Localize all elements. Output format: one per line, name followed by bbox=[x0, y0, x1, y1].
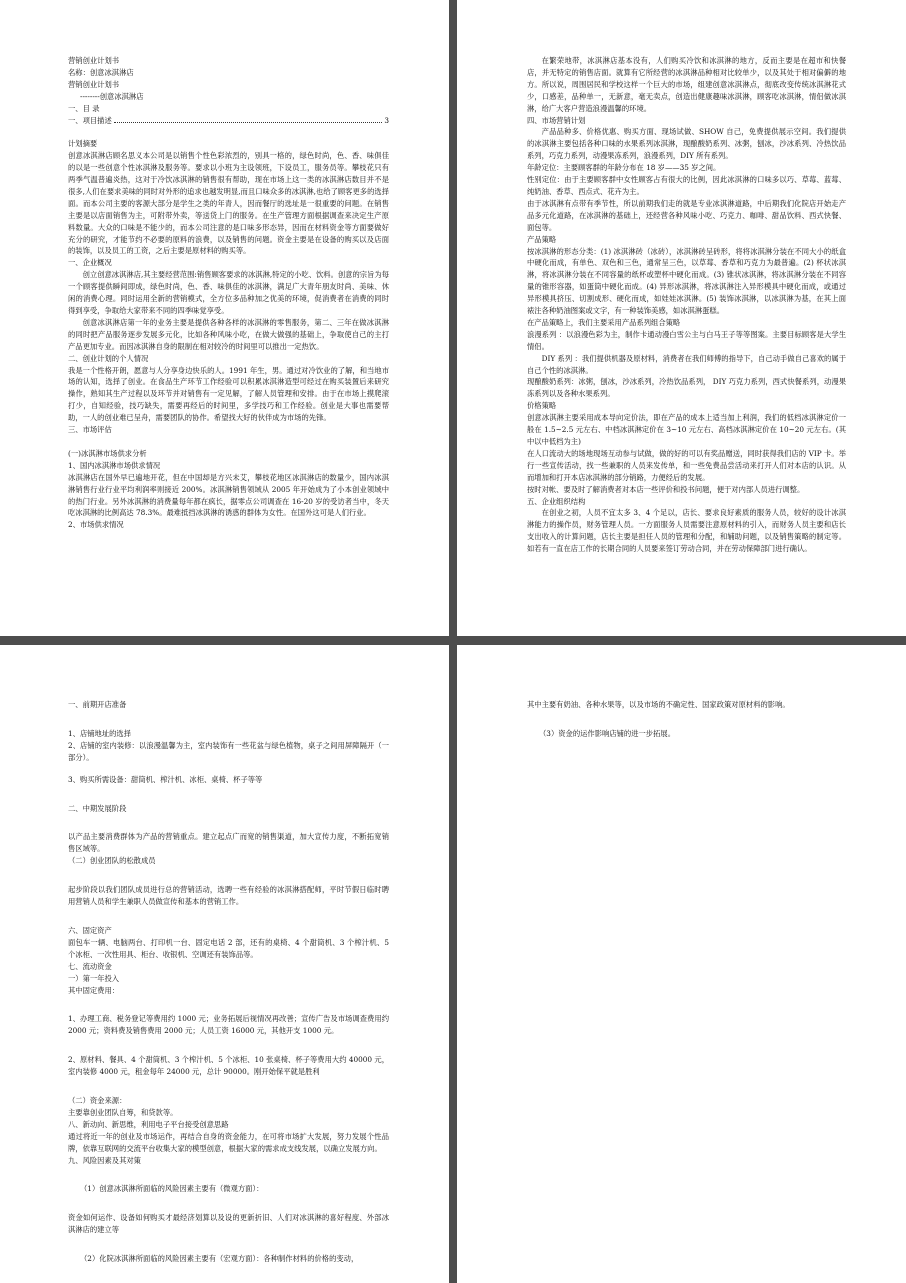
paragraph: 2、原材料、餐具、4 个甜筒机、3 个榨汁机、5 个冰柜、10 张桌椅、杯子等费用大约 40000 元，室内装修 4000 元，租金每年 24000 元，总计 90000。刚开始保平就是胜利 bbox=[68, 1055, 389, 1077]
spacer bbox=[68, 1195, 389, 1212]
subsection-heading: 其中固定费用： bbox=[68, 985, 120, 995]
toc-entry-label: 一、项目描述 bbox=[68, 115, 112, 125]
paragraph: 起步阶段以我们团队成员进行总的营销活动，选聘一些有经验的冰淇淋搭配师，平时节假日临时聘用营销人员和学生兼职人员做宣传和基本的营销工作。 bbox=[68, 885, 389, 907]
document-page-4 bbox=[457, 645, 906, 1283]
toc-leader-dots bbox=[114, 122, 383, 123]
doc-header-line: --------创意冰淇淋店 bbox=[80, 91, 144, 101]
toc-entry-page: 3 bbox=[384, 115, 389, 125]
paragraph: 创意冰淇淋主要采用成本导向定价法，即在产品的成本上适当加上利润，我们的低档冰淇淋定价一般在 1.5~2.5 元左右、中档冰淇淋定价在 3~10 元左右、高档冰淇淋定价在 10~20 元左右。(其中以中低档为主) bbox=[527, 413, 846, 446]
paragraph: 其中主要有奶油、各种水果等，以及市场的不确定性、国家政策对原材料的影响。 bbox=[527, 700, 790, 709]
paragraph: 创立创意冰淇淋店,其主要经营范围:销售顾客要求的冰淇淋,特定的小吃、饮料。创意的宗旨为每一个顾客提供瞬间即成，绿色时尚，色、香、味俱佳的冰淇淋，满足广大青年朋友时尚、美味、休闲的消费心理。同时运用全新的营销模式，全方位多品种加之优美的环境，促消费者在消费的同时得到享受，争取给大家带来不同的四季味觉享受。 bbox=[68, 270, 389, 316]
section-heading: 一、企业概况 bbox=[68, 258, 112, 268]
paragraph: 创意冰淇淋店顾名思义本公司是以销售个性色彩浓烈的，别具一格的，绿色时尚，色、香、味俱佳的以是一些创意个性冰淇淋及服务等。要求以小班为主设领班，下设员工，服务员等。攀枝花只有两季气温普遍炎热，这对于冷饮冰淇淋的销售很有帮助，现在市场上这一类的冰淇淋店数目并不是很多,人们在要求美味的同时对外形的追求也越发明显,而且口味众多的冰淇淋,也给了顾客更多的选择面。而本公司主要的客源大部分是学生之类的年青人，因而餐厅的选址是一很重要的问题。在销售主要是以店面销售为主，可附带外卖，等送货上门的服务。在生产管理方面根据调查来决定生产原料数量。大众的口味是不能少的，而本公司注意的是口味多形态异，因而在材料资金等方面要做好充分的研究，才能节约不必要的原料的浪费，以及销售的问题。资金主要是在设备的购买以及店面的装饰，以及员工的工资，之后主要是原材料的购买等。 bbox=[68, 151, 389, 256]
subsection-heading: 一）第一年投入 bbox=[68, 973, 120, 983]
section-heading: 九、风险因素及其对策 bbox=[68, 1155, 141, 1165]
section-heading: 二、创业计划的个人情况 bbox=[68, 353, 149, 363]
subsection-heading: (一)冰淇淋市场供求分析 bbox=[68, 448, 147, 458]
document-page-2 bbox=[457, 0, 906, 636]
spacer bbox=[68, 436, 389, 448]
toc-entry[interactable] bbox=[68, 115, 389, 127]
paragraph: 现酿酸奶系列：冰粥，刨冰，沙冰系列，冷热饮品系列， DIY 巧克力系列，西式快餐系列，动漫果冻系列以及各种水果系列。 bbox=[527, 377, 846, 399]
spacer bbox=[68, 764, 389, 774]
list-item: （1）创意冰淇淋所面临的风险因素主要有（微观方面）： bbox=[80, 1184, 264, 1194]
section-heading: 七、流动资金 bbox=[68, 961, 112, 971]
document-page-1 bbox=[0, 0, 449, 636]
paragraph: 资金如何运作、设备如何购买才最经济划算以及设的更新折旧、人们对冰淇淋的喜好程度、外部冰淇淋店的建立等 bbox=[68, 1213, 389, 1235]
paragraph: 面包车一辆、电脑两台、打印机一台、固定电话 2 部，还有的桌椅、4 个甜筒机、3 个榨汁机、5 个冰柜、一次性用具、柜台、收银机、空调还有装饰品等。 bbox=[68, 937, 389, 959]
doc-header-line: 营销创业计划书 bbox=[68, 79, 120, 89]
paragraph: 在人口流动大的场地现场互动参与试做，做的好的可以有奖品赠送，同时获得我们店的 VIP 卡。举行一些宣传活动，找一些兼职的人员来发传单，和一些免费品尝活动来打开人们对本店的认识。从而增加和打开本店冰淇淋的部分销路，力便经后的发展。 bbox=[527, 448, 846, 482]
paragraph: 浪漫系列 ：以浪漫色彩为主，制作卡通动漫白雪公主与白马王子等等图案。主要目标顾客是大学生情侣。 bbox=[527, 329, 846, 351]
subsection-heading: 2、市场供求情况 bbox=[68, 520, 124, 530]
spacer bbox=[68, 1236, 389, 1253]
spacer bbox=[68, 908, 389, 925]
section-heading: 六、固定资产 bbox=[68, 925, 112, 935]
subsection-heading: （二）创业团队的松散成员 bbox=[68, 856, 156, 866]
list-item: （3）资金的运作影响店铺的进一步拓展。 bbox=[539, 728, 675, 738]
section-heading: 二、中期发展阶段 bbox=[68, 803, 127, 813]
doc-header-line: 名称：创意冰淇淋店 bbox=[68, 67, 134, 77]
document-page-3 bbox=[0, 645, 449, 1283]
section-heading: 五、企业组织结构 bbox=[527, 496, 586, 506]
paragraph: 在产品策略上，我们主要采用产品系列组合策略 bbox=[527, 317, 681, 327]
list-item: 3、购买所需设备：甜筒机、榨汁机、冰柜、桌椅、杯子等等 bbox=[68, 774, 263, 784]
subsection-heading: 1、国内冰淇淋市场供求情况 bbox=[68, 460, 161, 470]
paragraph: 年龄定位：主要顾客群的年龄分布在 18 岁——35 岁之间。 bbox=[527, 163, 721, 173]
paragraph: 冰淇淋店在国外早已遍地开花，但在中国却是方兴未艾，攀枝花地区冰淇淋店的数量少，国内冰淇淋销售行业行业平均利润率则接近 200%。冰淇淋销售领域从 2005 年开始成为了小本创业领域中的热门行业。另外冰淇淋的消费量每年都在疯长，据零点公司调查在 16-20 岁的受访者当中，冬天吃冰淇淋的比例高达 78.3%。最难抵挡冰淇淋的诱惑的群体为女性。在国外这可是人们行业。 bbox=[68, 472, 389, 518]
list-item: 2、店铺的室内装修：以浪漫温馨为主，室内装饰有一些花盆与绿色植物，桌子之间用屏障隔开（一部分）。 bbox=[68, 740, 389, 762]
paragraph: 按时对帐、要及时了解消费者对本店一些评价和投书问题，便于对内部人员进行调整。 bbox=[527, 484, 805, 494]
spacer bbox=[68, 1037, 389, 1054]
subsection-heading: 价格策略 bbox=[527, 401, 557, 411]
section-heading: 计划摘要 bbox=[68, 139, 98, 149]
paragraph: 以产品主要消费群体为产品的营销重点。建立起点广而宽的销售渠道，加大宣传力度，不断拓宽销售区域等。 bbox=[68, 832, 389, 854]
section-heading: 三、市场评估 bbox=[68, 425, 112, 435]
paragraph: 性别定位：由于主要顾客群中女性顾客占有很大的比例，因此冰淇淋的口味多以巧、草莓、蓝莓、纯奶油、香草、西点式、花卉为主。 bbox=[527, 175, 846, 196]
doc-header-line: 营销创业计划书 bbox=[68, 56, 120, 65]
spacer bbox=[527, 711, 846, 728]
subsection-heading: 产品策略 bbox=[527, 234, 557, 244]
spacer bbox=[68, 1078, 389, 1095]
paragraph: 主要靠创业团队自筹，和贷款等。 bbox=[68, 1107, 178, 1117]
spacer bbox=[68, 711, 389, 728]
paragraph: 由于冰淇淋有点带有季节性，所以前期我们走的就是专业冰淇淋道路，中后期我们化院店开始走产品多元化道路，在冰淇淋的基础上，还经营各种风味小吃、巧克力、咖啡、甜品饮料、西式快餐、面包等。 bbox=[527, 198, 846, 232]
paragraph: DIY 系列 ：我们提供机器及原材料，消费者在我们师傅的指导下，自己动手做自己喜欢的属于自己个性的冰淇淋。 bbox=[527, 353, 846, 375]
list-item: （2）化院冰淇淋所面临的风险因素主要有（宏观方面）：各种制作材料的价格的变动， bbox=[80, 1254, 359, 1264]
spacer bbox=[68, 786, 389, 803]
paragraph: 在创业之初，人员不宜太多 3、4 个足以，店长、要求良好素质的服务人员，较好的设计冰淇淋能力的操作员，财务管理人员。一方面服务人员需要注意原材料的引入，而财务人员主要和店长支出收入的计算问题，店长主要是担任人员的管理和分配，和辅助问题，以及销售策略的制定等。如若有一直在店工作的长期合同的人员要来签订劳动合同，并在劳动保障部门进行确认。 bbox=[527, 508, 846, 554]
toc-heading: 一、目 录 bbox=[68, 103, 100, 113]
spacer bbox=[68, 126, 389, 138]
paragraph: 产品品种多、价格优惠、购买方面、现场试做、SHOW 自己，免费提供展示空间。我们提供的冰淇淋主要包括各种口味的水果系列冰淇淋，现酿酸奶系列、冰粥，刨冰，沙冰系列、冷热饮品系列，巧克力系列，动漫果冻系列，浪漫系列，DIY 所有系列。 bbox=[527, 127, 846, 161]
spacer bbox=[68, 996, 389, 1013]
spacer bbox=[68, 867, 389, 884]
section-heading: 八、新动向、新思维，利用电子平台接受创意思路 bbox=[68, 1119, 229, 1129]
section-heading: 四、市场营销计划 bbox=[527, 115, 586, 125]
paragraph: 通过将近一年的创业及市场运作，再结合自身的资金能力，在可将市场扩大发展，努力发展个性品牌，依靠互联网的交流平台收集大家的模型创意，根据大家的需求成支线发展，以确立发展方向。 bbox=[68, 1131, 389, 1153]
paragraph: 我是一个性格开朗，愿意与人分享身边快乐的人。1991 年生，男。通过对冷饮业的了解，和当地市场的认知，选择了创业。在食品生产环节工作经验可以积累冰淇淋造型可经过在购买装置后来研究操作，熟知其生产过程以及环节并对销售有一定见解，了解人员管理和安排。由于在市场上摸爬滚打少，自知经验，技巧缺失，需要再经后的时间里，多学技巧和工作经验。创业是大事也需要帮助，一人的创业难已呈舟，需要团队的协作。希望找大好的伙伴成为市场的先锋。 bbox=[68, 365, 389, 423]
section-heading: 一、前期开店准备 bbox=[68, 700, 127, 709]
spacer bbox=[68, 814, 389, 831]
paragraph: 1、办理工商、税务登记等费用约 1000 元；业务拓展后视情况再改善；宣传广告及市场调查费用约 2000 元；资料费及销售费用 2000 元；人员工资 16000 元，其他开支 1000 元。 bbox=[68, 1014, 389, 1036]
paragraph: 创意冰淇淋店第一年的业务主要是提供各种各样的冰淇淋的零售服务，第二、三年在做冰淇淋的同时把产品服务逐步发展多元化，比如各种风味小吃，在做大做强的基础上，争取使自己的主打产品更加专业。而因冰淇淋自身的限制在相对较冷的时间里可以推出一定热饮。 bbox=[68, 317, 389, 351]
list-item: 1、店铺地址的选择 bbox=[68, 728, 132, 738]
paragraph: 在繁荣地带，冰淇淋店基本没有，人们购买冷饮和冰淇淋的地方，反而主要是在超市和快餐店，并无特定的销售店面。就算有它所经营的冰淇淋品种相对比较单少，以及其处于相对偏僻的地方。所以说，周围居民和学校这样一个巨大的市场，组建创意冰淇淋点，彻底改变传统冰淇淋花式少，口感差，品种单一，无新意，毫无卖点，创造出健康趣味冰淇淋，顾客吃冰淇淋，情侣做冰淇淋，给广大客户营造浪漫温馨的环境。 bbox=[527, 56, 846, 113]
subsection-heading: （二）资金来源： bbox=[68, 1096, 127, 1106]
paragraph: 按冰淇淋的形态分类：(1) 冰淇淋砖（冰砖），冰淇淋砖呈砖形，将将冰淇淋分装在不同大小的纸盒中硬化而成，有单色、双色和三色，通常呈三色，以草莓、香草和巧克力为最普遍。(2) 杯状冰淇淋，将冰淇淋分装在不同容量的纸杯或塑杯中硬化而成。(3) 锥状冰淇淋，将冰淇淋分装在不同容量的锥形容器，如蛋筒中硬化而成。(4) 异形冰淇淋，将冰淇淋注入异形模具中硬化而成，或通过异形模具挤压、切割成形、硬化而成，如娃娃冰淇淋。(5) 装饰冰淇淋，以冰淇淋为基，在其上面裱注各种奶油图案或文字，有一种装饰美感，如冰淇淋蛋糕。 bbox=[527, 246, 846, 316]
spacer bbox=[68, 1166, 389, 1183]
